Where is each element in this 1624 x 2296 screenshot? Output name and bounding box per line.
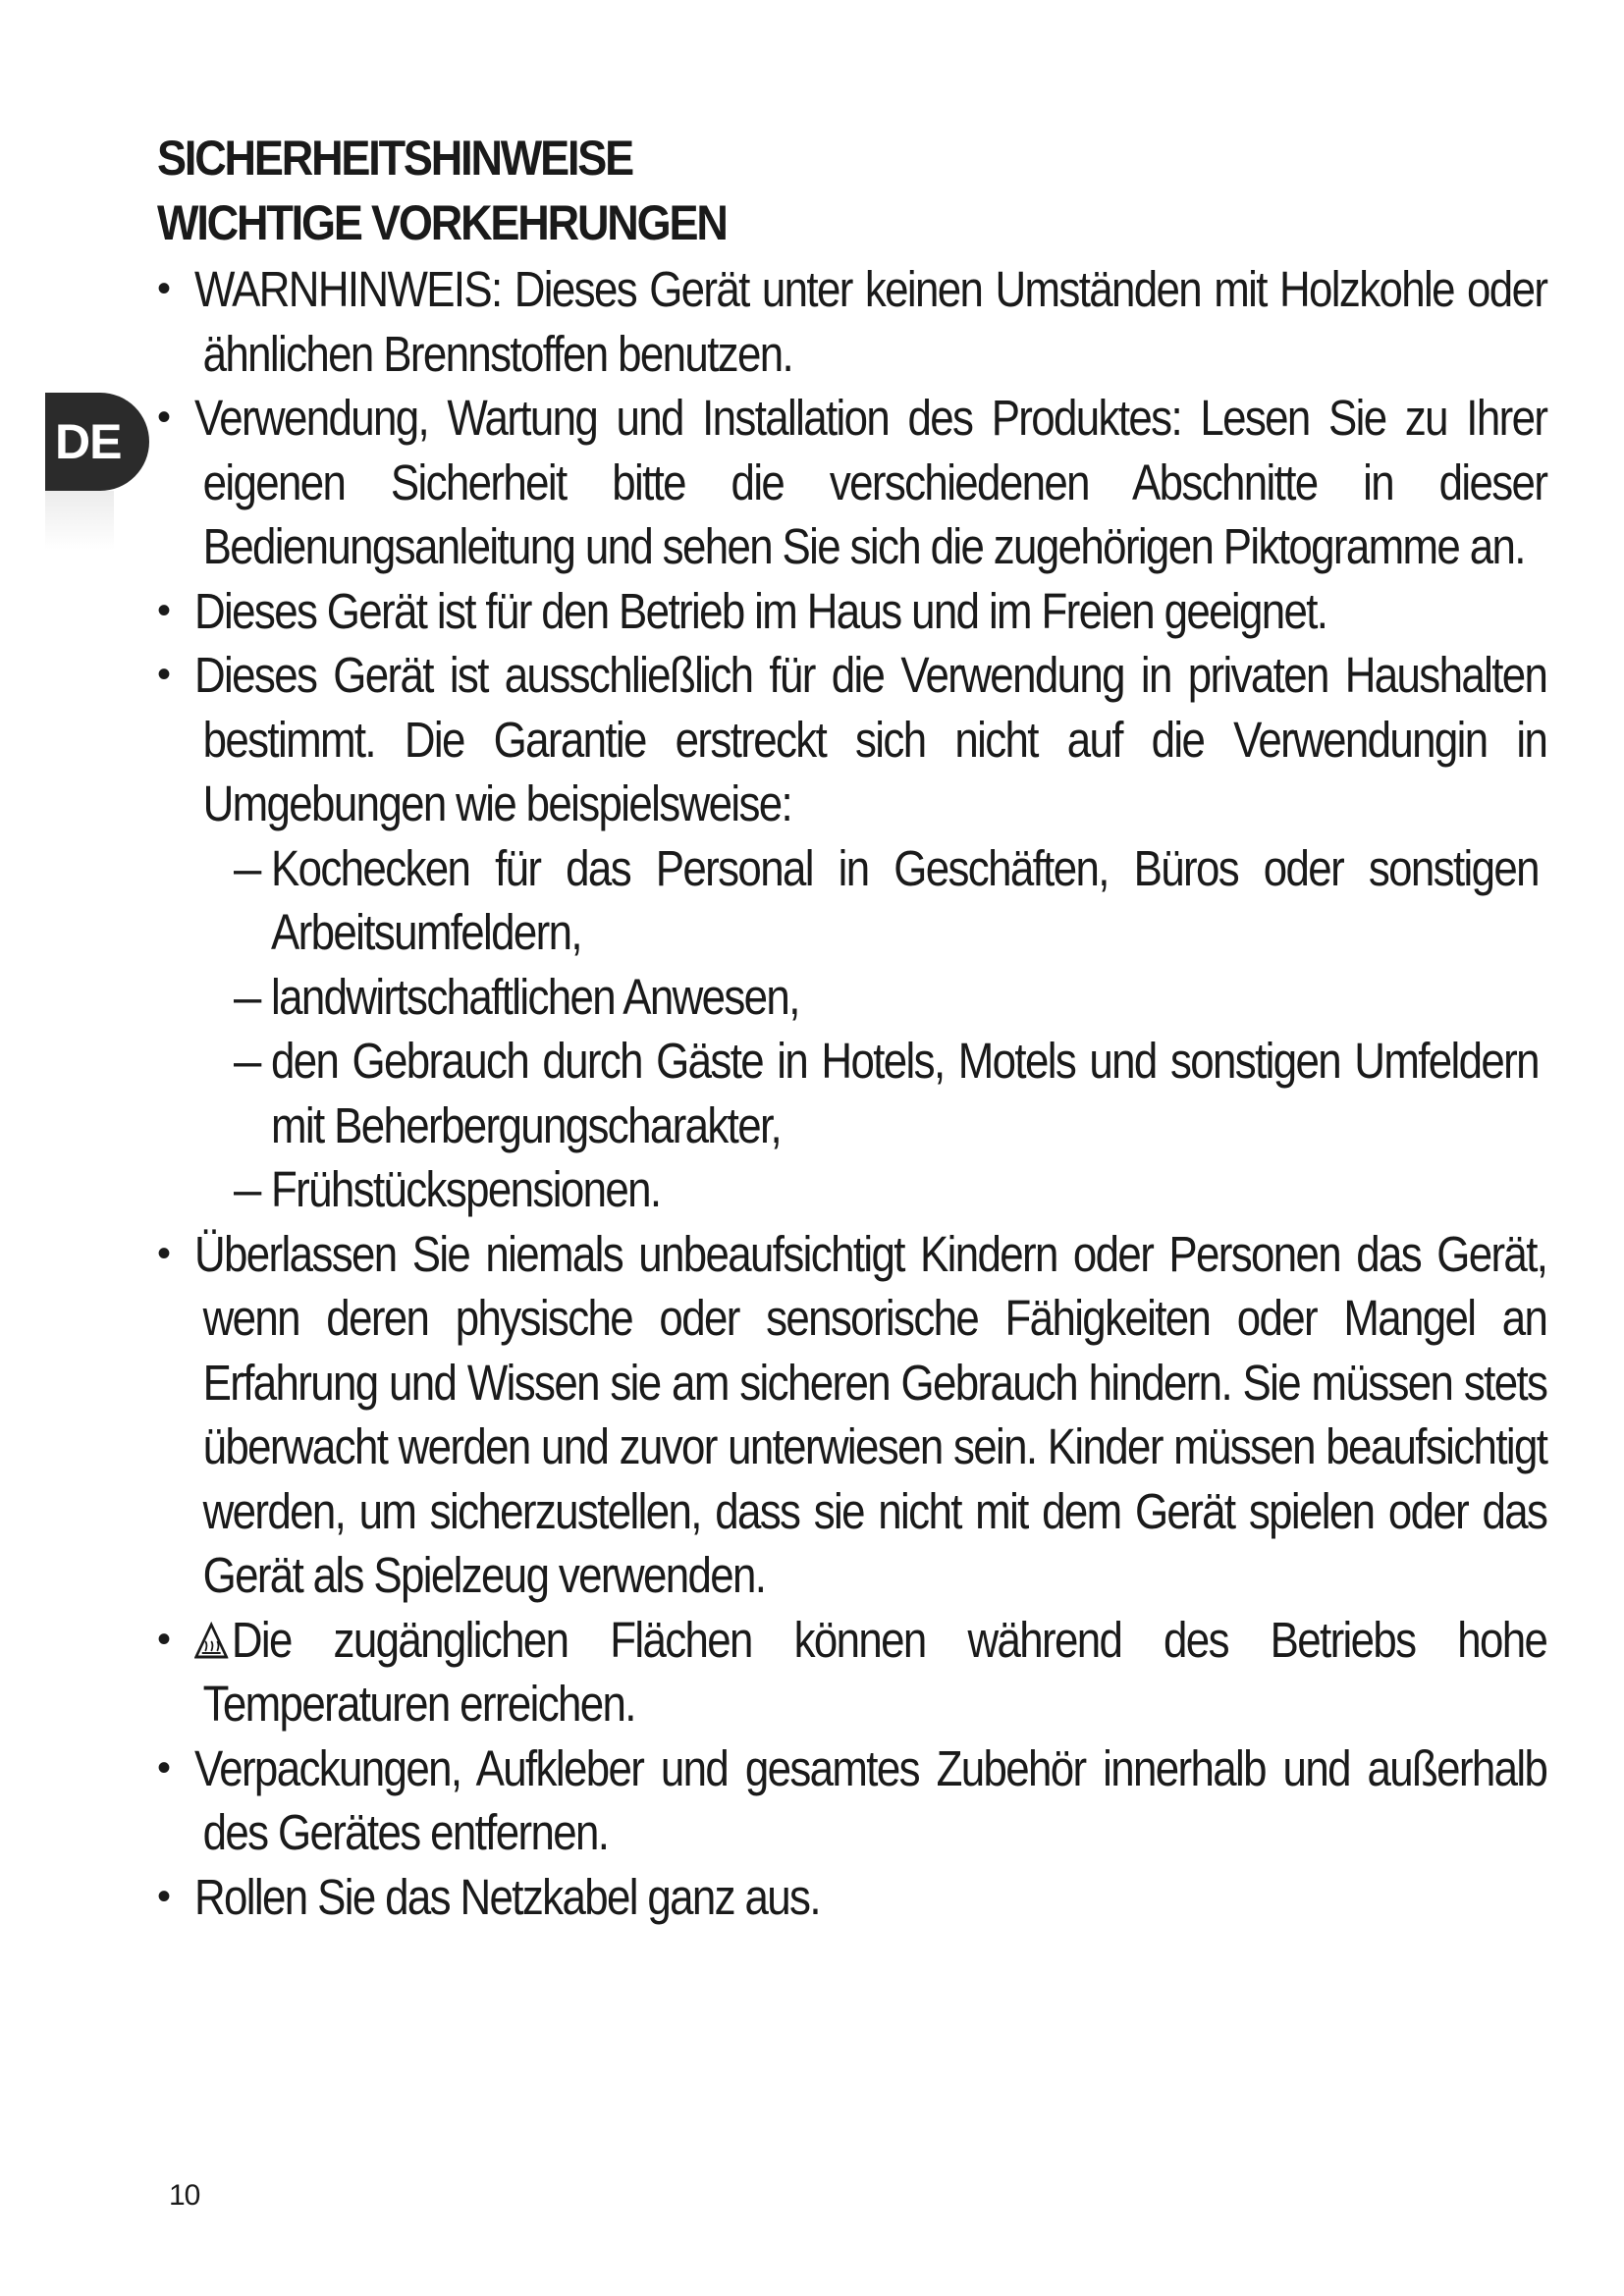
section-subheading: WICHTIGE VORKEHRUNGEN xyxy=(157,195,727,250)
usage-exclusion-text: – den Gebrauch durch Gäste in Hotels, Motels und sonstigen Umfeldern mit Beherbergungscharakter, xyxy=(271,1033,1539,1153)
usage-exclusion-text: – landwirtschaftlichen Anwesen, xyxy=(271,968,799,1025)
safety-item xyxy=(157,386,1547,579)
safety-item xyxy=(157,1736,1547,1865)
safety-item xyxy=(157,1865,1542,1930)
safety-item xyxy=(157,1222,1547,1608)
safety-item xyxy=(157,579,1542,644)
usage-exclusion-text: – Frühstückspensionen. xyxy=(271,1161,661,1217)
safety-item-text: • Dieses Gerät ist ausschließlich für die Verwendung in privaten Haushalten bestimmt. Die Garantie erstreckt sich nicht auf die Verwendungin in Umgebungen wie beispielsweise: xyxy=(194,647,1547,831)
usage-exclusion-item xyxy=(234,836,1542,965)
safety-item-text: • Verwendung, Wartung und Installation des Produktes: Lesen Sie zu Ihrer eigenen Sicherheit bitte die verschiedenen Abschnitte in dieser Bedienungsanleitung und sehen Sie sich die zugehörigen Piktogramme an. xyxy=(194,390,1547,574)
usage-exclusion-item xyxy=(234,965,1542,1030)
usage-exclusion-text: – Kochecken für das Personal in Geschäften, Büros oder sonstigen Arbeitsumfeldern, xyxy=(271,839,1539,960)
safety-item xyxy=(157,643,1547,1222)
safety-item-text: • Verpackungen, Aufkleber und gesamtes Zubehör innerhalb und außerhalb des Gerätes entfernen. xyxy=(194,1739,1547,1860)
page-number: 10 xyxy=(169,2179,200,2212)
usage-exclusion-list xyxy=(194,836,1542,1222)
language-tab-shadow xyxy=(45,491,114,550)
safety-list xyxy=(157,257,1547,1929)
hot-surface-warning-icon xyxy=(194,1622,228,1661)
usage-exclusion-item xyxy=(234,1157,1542,1222)
safety-item-text: Die zugänglichen Flächen können während des Betriebs hohe Temperaturen erreichen. xyxy=(202,1611,1547,1732)
safety-item-text: • Rollen Sie das Netzkabel ganz aus. xyxy=(194,1868,820,1925)
usage-exclusion-item xyxy=(234,1029,1542,1157)
safety-item-text: • WARNHINWEIS: Dieses Gerät unter keinen Umständen mit Holzkohle oder ähnlichen Brennstoffen benutzen. xyxy=(194,261,1547,382)
language-tab xyxy=(45,393,149,491)
section-heading: SICHERHEITSHINWEISE xyxy=(157,131,633,186)
safety-item-text: • Dieses Gerät ist für den Betrieb im Haus und im Freien geeignet. xyxy=(194,582,1327,639)
safety-item-hot-surface xyxy=(194,1608,1546,1736)
safety-section xyxy=(157,126,1547,1929)
safety-item-text: • Überlassen Sie niemals unbeaufsichtigt Kindern oder Personen das Gerät, wenn deren physische oder sensorische Fähigkeiten oder Mangel an Erfahrung und Wissen sie am sicheren Gebrauch hindern. Sie müssen stets überwacht werden und zuvor unterwiesen sein. Kinder müssen beaufsichtigt werden, um sicherzustellen, dass sie nicht mit dem Gerät spielen oder das Gerät als Spielzeug verwenden. xyxy=(194,1225,1547,1603)
language-tab-label: DE xyxy=(55,414,122,469)
safety-item xyxy=(157,1608,1547,1736)
safety-item xyxy=(157,257,1547,386)
